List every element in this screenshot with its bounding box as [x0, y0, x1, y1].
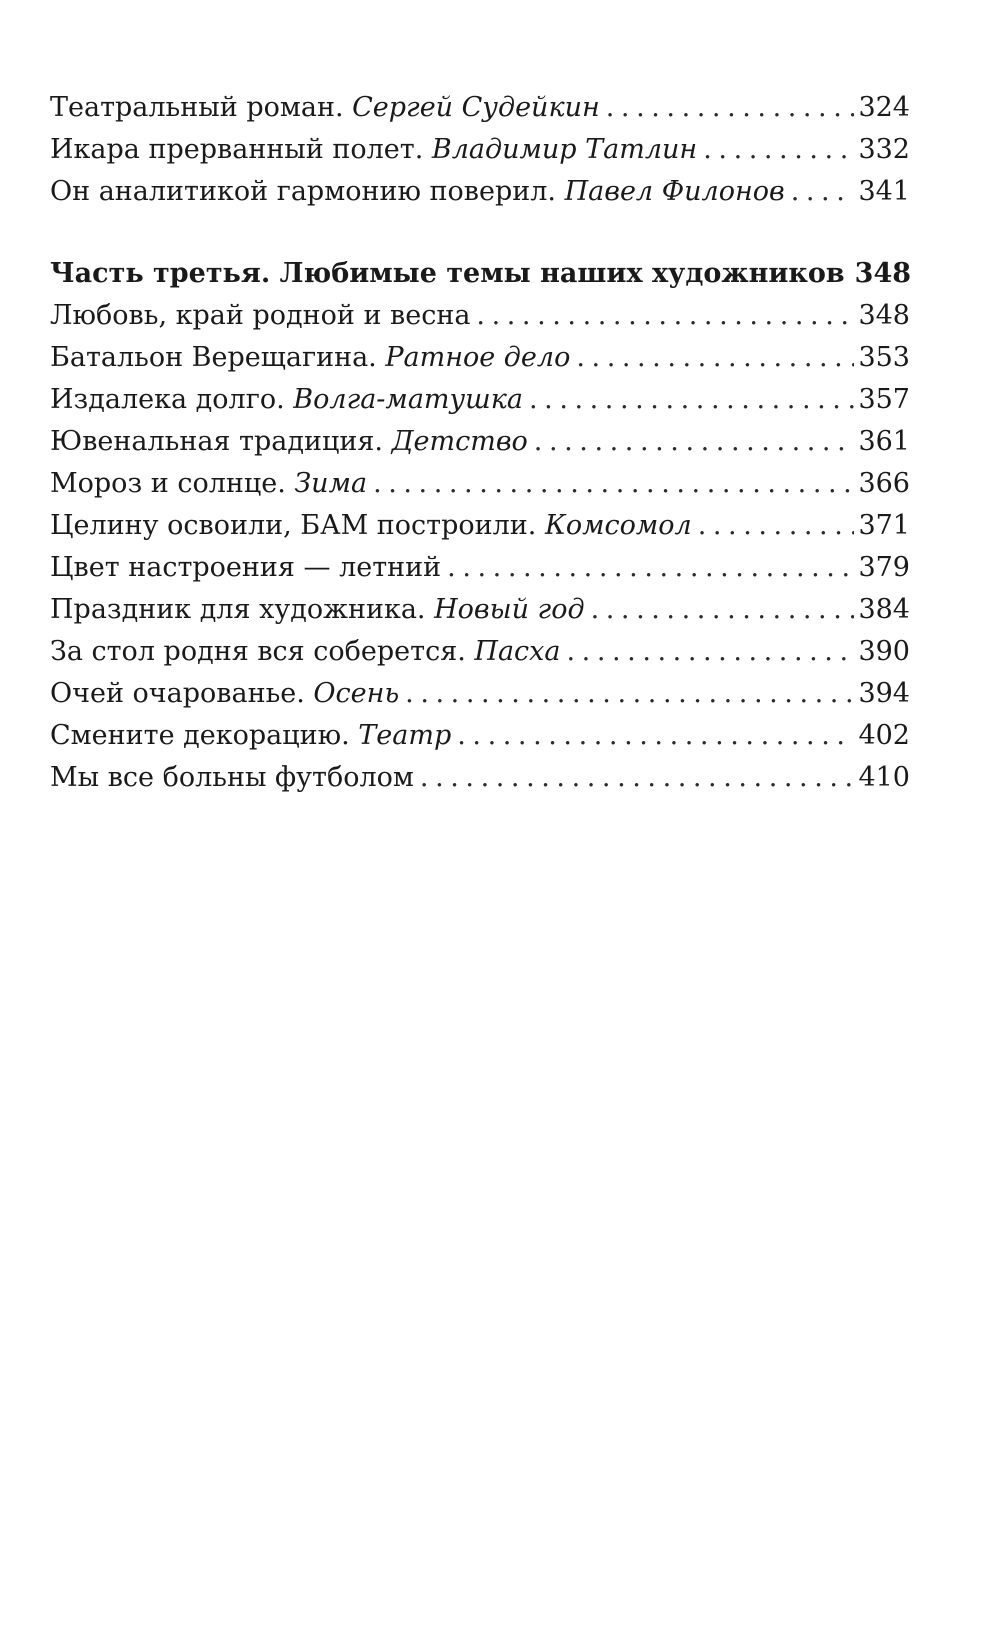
toc-page-number: 384: [858, 594, 910, 625]
toc-entry: [50, 129, 910, 171]
dot-leader: [567, 631, 855, 673]
toc-entry-title: Икара прерванный полет. Владимир Татлин: [50, 134, 698, 165]
toc-page-number: 357: [858, 384, 910, 415]
toc-entry-title: Праздник для художника. Новый год: [50, 594, 585, 625]
toc-part-title: Часть третья. Любимые темы наших художников: [50, 258, 845, 289]
dot-leader: [373, 463, 854, 505]
toc-entry: [50, 547, 910, 589]
toc-entry: [50, 379, 910, 421]
dot-leader: [534, 421, 855, 463]
toc-entry-title: Издалека долго. Волга-матушка: [50, 384, 523, 415]
toc-page-number: 361: [858, 426, 910, 457]
toc-page-number: 379: [858, 552, 910, 583]
toc-entry: [50, 421, 910, 463]
dot-leader: [476, 295, 854, 337]
toc-entry-title: Очей очарованье. Осень: [50, 678, 400, 709]
toc-entry-title: За стол родня вся соберется. Пасха: [50, 636, 561, 667]
toc-entry: [50, 589, 910, 631]
toc-entry: [50, 87, 910, 129]
toc-page-number: 394: [858, 678, 910, 709]
toc-entry: [50, 295, 910, 337]
toc-page-number: 410: [858, 762, 910, 793]
dot-leader: [698, 505, 855, 547]
toc-entry-title: Батальон Верещагина. Ратное дело: [50, 342, 571, 373]
dot-leader: [703, 129, 854, 171]
toc-entry: [50, 757, 910, 799]
toc-page-number: 353: [858, 342, 910, 373]
dot-leader: [576, 337, 854, 379]
toc-entry: [50, 631, 910, 673]
toc-entry: [50, 715, 910, 757]
toc-entry-title: Цвет настроения — летний: [50, 552, 442, 583]
toc-page-number: 348: [858, 300, 910, 331]
toc-entry-title: Любовь, край родной и весна: [50, 300, 471, 331]
dot-leader: [606, 87, 855, 129]
dot-leader: [529, 379, 854, 421]
toc-entry-title: Целину освоили, БАМ построили. Комсомол: [50, 510, 692, 541]
toc-entry-title: Он аналитикой гармонию поверил. Павел Филонов: [50, 176, 785, 207]
toc-page-number: 348: [854, 258, 912, 289]
dot-leader: [791, 171, 855, 213]
dot-leader: [591, 589, 855, 631]
toc-entry-title: Смените декорацию. Театр: [50, 720, 452, 751]
toc-page-number: 390: [858, 636, 910, 667]
toc-entry: [50, 463, 910, 505]
toc-page-number: 332: [858, 134, 910, 165]
toc-page-number: 371: [858, 510, 910, 541]
toc-entry: [50, 171, 910, 213]
table-of-contents: [50, 87, 910, 799]
toc-entry-title: Театральный роман. Сергей Судейкин: [50, 92, 600, 123]
toc-part-heading: [50, 253, 910, 295]
toc-entry-title: Мы все больны футболом: [50, 762, 414, 793]
dot-leader: [405, 673, 854, 715]
toc-entry: [50, 337, 910, 379]
toc-page-number: 366: [858, 468, 910, 499]
toc-entry-title: Мороз и солнце. Зима: [50, 468, 368, 499]
toc-entry: [50, 673, 910, 715]
toc-page-number: 402: [858, 720, 910, 751]
toc-page-number: 324: [858, 92, 910, 123]
dot-leader: [420, 757, 855, 799]
dot-leader: [447, 547, 854, 589]
toc-entry: [50, 505, 910, 547]
section-gap: [50, 213, 910, 253]
dot-leader: [457, 715, 854, 757]
toc-entry-title: Ювенальная традиция. Детство: [50, 426, 528, 457]
toc-page-number: 341: [858, 176, 910, 207]
